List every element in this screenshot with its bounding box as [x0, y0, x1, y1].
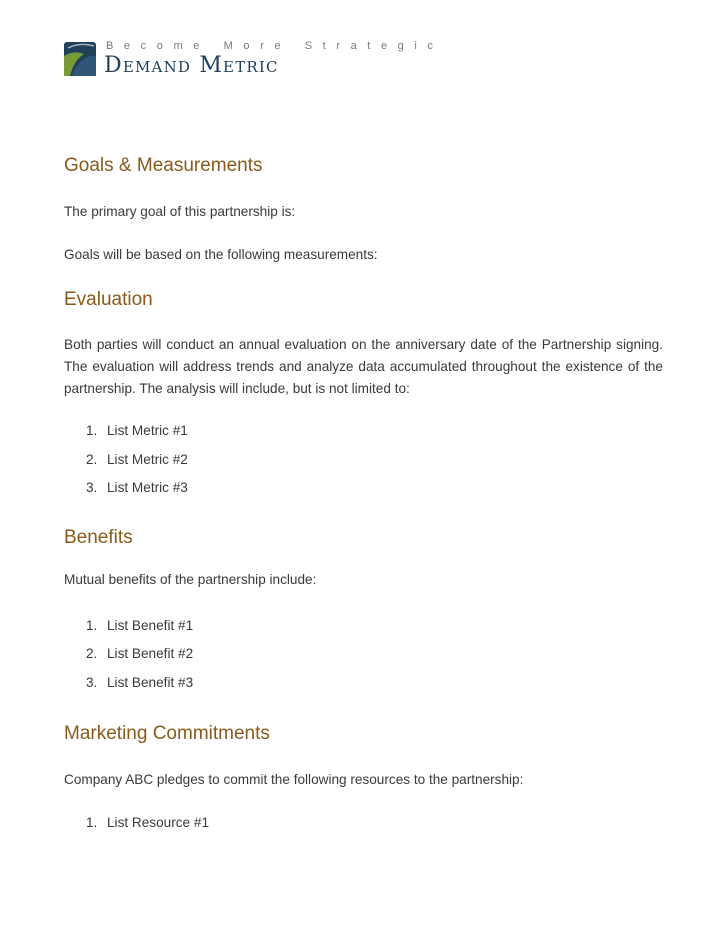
list-number: 1. — [86, 423, 98, 438]
list-number: 2. — [86, 452, 98, 467]
heading-benefits: Benefits — [64, 527, 133, 548]
list-text: List Resource #1 — [107, 815, 210, 830]
list-item — [86, 423, 188, 438]
list-text: List Benefit #3 — [107, 675, 194, 690]
goals-measurements-text: Goals will be based on the following measurements: — [64, 247, 378, 262]
list-number: 2. — [86, 646, 98, 661]
list-text: List Benefit #2 — [107, 646, 194, 661]
list-number: 1. — [86, 815, 98, 830]
brand-logo — [64, 40, 444, 80]
heading-evaluation: Evaluation — [64, 289, 153, 310]
list-text: List Benefit #1 — [107, 618, 194, 633]
goals-primary-text: The primary goal of this partnership is: — [64, 204, 296, 219]
heading-goals: Goals & Measurements — [64, 155, 263, 176]
tagline: Become More Strategic — [106, 40, 444, 52]
benefits-paragraph: Mutual benefits of the partnership include: — [64, 572, 317, 587]
list-item — [86, 675, 193, 690]
list-number: 3. — [86, 480, 98, 495]
list-text: List Metric #1 — [107, 423, 188, 438]
marketing-paragraph: Company ABC pledges to commit the following resources to the partnership: — [64, 772, 524, 787]
list-item — [86, 480, 188, 495]
list-item — [86, 618, 193, 633]
list-number: 1. — [86, 618, 98, 633]
list-item — [86, 452, 188, 467]
evaluation-paragraph: Both parties will conduct an annual evaluation on the anniversary date of the Partnership signing. The evaluation will address trends and analyze data accumulated throughout the existence of the partnership. The analysis will include, but is not limited to: — [64, 337, 663, 396]
list-number: 3. — [86, 675, 98, 690]
brand-name: Demand Metric — [104, 53, 279, 78]
heading-marketing-commitments: Marketing Commitments — [64, 723, 270, 744]
list-item — [86, 646, 193, 661]
list-text: List Metric #2 — [107, 452, 188, 467]
list-item — [86, 815, 209, 830]
list-text: List Metric #3 — [107, 480, 188, 495]
demand-metric-logo-icon — [64, 42, 96, 76]
